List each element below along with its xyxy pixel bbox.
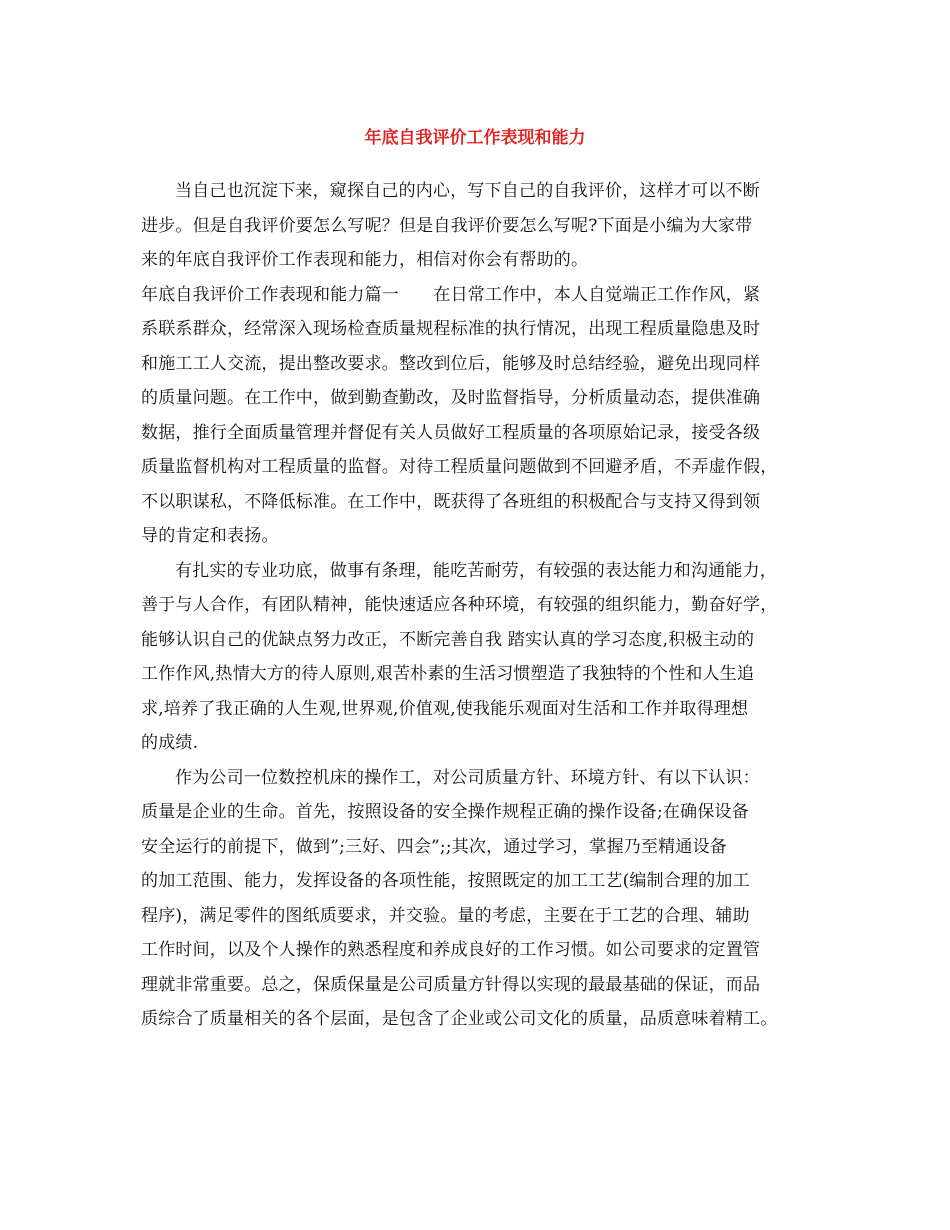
document-body [141,174,831,1037]
text-line: 程序)，满足零件的图纸质要求，并交验。量的考虑，主要在于工艺的合理、辅助 [141,905,750,926]
text-line: 质量监督机构对工程质量的监督。对待工程质量问题做到不回避矛盾，不弄虚作假， [141,457,778,477]
text-line: 年底自我评价工作表现和能力篇一 在日常工作中，本人自觉端正工作作风，紧 [141,284,761,305]
text-line: 系联系群众，经常深入现场检查质量规程标准的执行情况，出现工程质量隐患及时 [141,319,761,339]
text-line: 质综合了质量相关的各个层面，是包含了企业或公司文化的质量，品质意味着精工。 [141,1009,778,1029]
text-line: 的加工范围、能力，发挥设备的各项性能，按照既定的加工工艺(编制合理的加工 [141,871,750,891]
text-line: 安全运行的前提下，做到”;三好、四会”;;其次，通过学习，掌握乃至精通设备 [141,836,727,857]
text-line: 质量是企业的生命。首先，按照设备的安全操作规程正确的操作设备;在确保设备 [141,802,749,822]
text-line: 不以职谋私，不降低标准。在工作中，既获得了各班组的积极配合与支持又得到领 [141,491,761,512]
text-line: 有扎实的专业功底，做事有条理，能吃苦耐劳，有较强的表达能力和沟通能力， [175,560,777,581]
text-line: 数据，推行全面质量管理并督促有关人员做好工程质量的各项原始记录，接受各级 [141,422,761,443]
text-line: 和施工工人交流，提出整改要求。整改到位后，能够及时总结经验，避免出现同样 [141,353,761,374]
text-line: 作为公司一位数控机床的操作工，对公司质量方针、环境方针、有以下认识： [175,767,760,788]
text-line: 理就非常重要。总之，保质保量是公司质量方针得以实现的最最基础的保证，而品 [141,974,761,995]
text-line: 来的年底自我评价工作表现和能力，相信对你会有帮助的。 [141,250,589,270]
text-line: 能够认识自己的优缺点努力改正，不断完善自我 踏实认真的学习态度,积极主动的 [141,629,755,650]
text-line: 导的肯定和表扬。 [141,526,279,546]
text-line: 进步。但是自我评价要怎么写呢？但是自我评价要怎么写呢?下面是小编为大家带 [141,215,753,236]
text-line: 工作时间，以及个人操作的熟悉程度和养成良好的工作习惯。如公司要求的定置管 [141,940,761,960]
document-title: 年底自我评价工作表现和能力 [364,128,586,148]
text-line: 当自己也沉淀下来，窥探自己的内心，写下自己的自我评价，这样才可以不断 [175,181,760,201]
text-line: 的质量问题。在工作中，做到勤查勤改，及时监督指导，分析质量动态，提供准确 [141,388,761,408]
text-line: 善于与人合作，有团队精神，能快速适应各种环境，有较强的组织能力，勤奋好学， [141,595,778,615]
text-line: 的成绩. [141,733,199,753]
text-line: 求,培养了我正确的人生观,世界观,价值观,使我能乐观面对生活和工作并取得理想 [141,698,749,719]
text-line: 工作作风,热情大方的待人原则,艰苦朴素的生活习惯塑造了我独特的个性和人生追 [141,664,755,684]
